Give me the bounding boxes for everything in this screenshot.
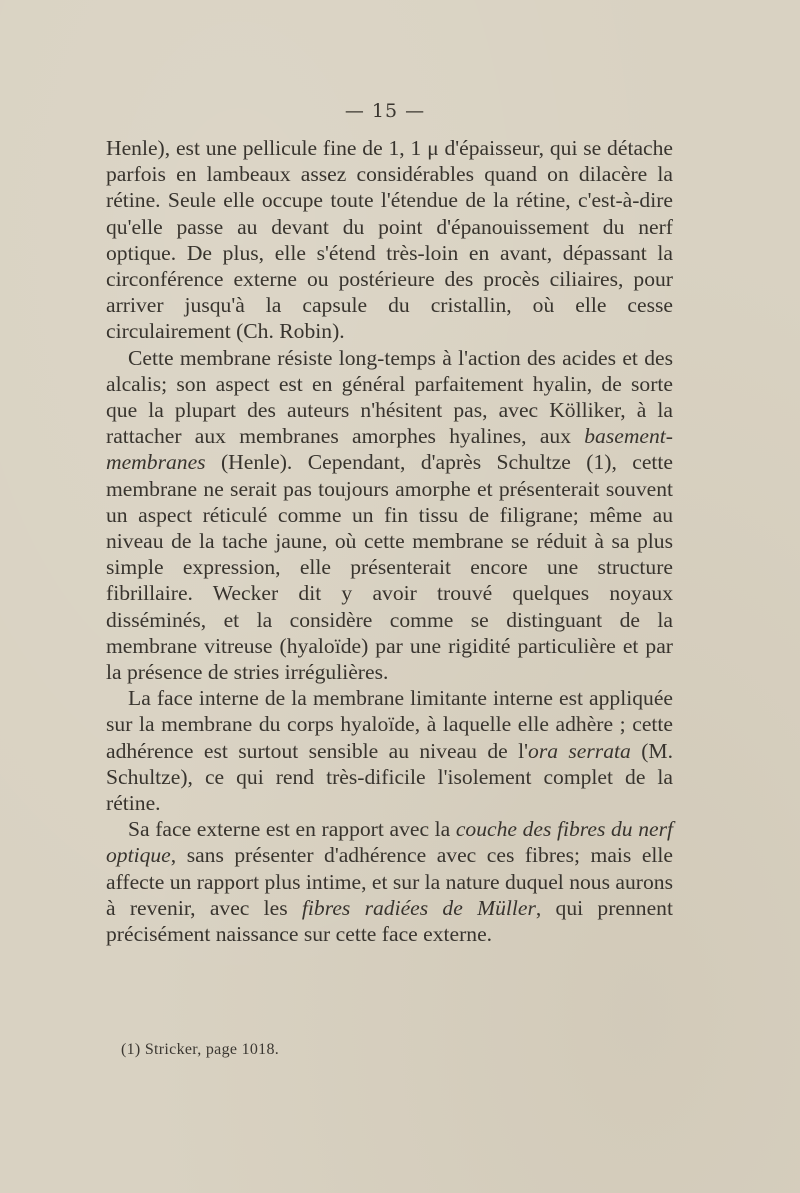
paragraph [106, 685, 673, 816]
text-segment: (M. Schultze), ce qui rend très-dificile l'isolement complet de la rétine. [106, 738, 673, 816]
text-segment: Sa face externe est en rapport avec la [128, 817, 456, 842]
text-segment: , qui prennent précisément naissance sur cette face externe. [106, 895, 673, 947]
italic-term: couche des fibres du nerf optique [106, 817, 673, 868]
italic-term: basement-membranes [106, 424, 673, 475]
text-segment: Henle), est une pellicule fine de 1, 1 μ d'épaisseur, qui se détache parfois en lambeaux assez considérables quand on dilacère la rétine. Seule elle occupe toute l'étendue de la rétine, c'est-à-dire qu'elle passe au devant du point d'épanouissement du nerf optique. De plus, elle s'étend très-loin en avant, dépassant la circonférence externe ou postérieure des procès ciliaires, pour arriver jusqu'à la capsule du cristallin, où elle cesse circulairement (Ch. Robin). [106, 136, 673, 344]
paragraph [106, 345, 673, 686]
text-segment: La face interne de la membrane limitante interne est appliquée sur la membrane du corps hyaloïde, à laquelle elle adhère ; cette adhérence est surtout sensible au niveau de l' [106, 686, 673, 763]
text-segment: Cette membrane résiste long-temps à l'action des acides et des alcalis; son aspect est en général parfaitement hyalin, de sorte que la plupart des auteurs n'hésitent pas, avec Kölliker, à la rattacher aux membranes amorphes hyalines, aux [106, 345, 673, 449]
paragraph [106, 135, 673, 345]
footnote: (1) Stricker, page 1018. [121, 1041, 280, 1058]
body-text [106, 135, 673, 947]
text-segment: (Henle). Cependant, d'après Schultze (1), cette membrane ne serait pas toujours amorphe et présenterait souvent un aspect réticulé comme un fin tissu de filigrane; même au niveau de la tache jaune, où cette membrane se réduit à sa plus simple expression, elle présenterait encore une structure fibrillaire. Wecker dit y avoir trouvé quelques noyaux disséminés, et la considère comme se distinguant de la membrane vitreuse (hyaloïde) par une rigidité particulière et par la présence de stries irrégulières. [106, 450, 673, 685]
italic-term: ora serrata [528, 738, 631, 763]
paragraph [106, 816, 673, 947]
text-segment: , sans présenter d'adhérence avec ces fibres; mais elle affecte un rapport plus intime, et sur la nature duquel nous aurons à revenir, avec les [106, 843, 673, 920]
italic-term: fibres radiées de Müller [301, 895, 536, 920]
page-number: — 15 — [344, 100, 426, 122]
